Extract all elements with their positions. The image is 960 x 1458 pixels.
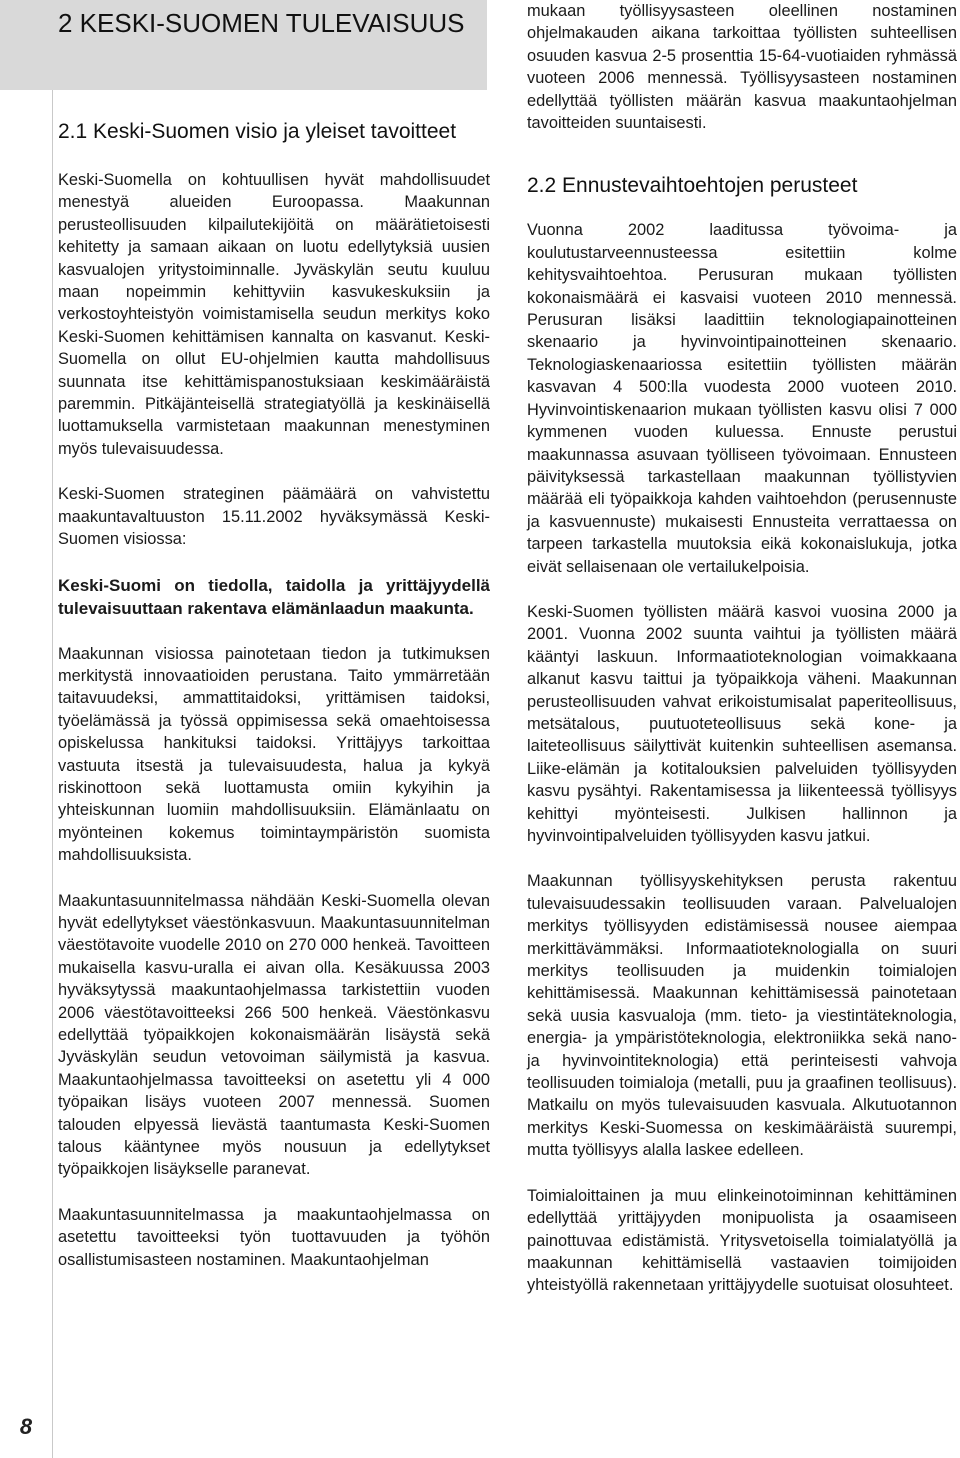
paragraph: Maakunnan työllisyyskehityksen perusta rakentuu tulevaisuudessakin teollisuuden varaan. Palvelualojen merkitys työllisyyden edistämisessä nousee aiempaa merkittävämmäksi. Informaatioteknologialla on suuri merkitys teollisuuden ja muidenkin toimialojen kehittämisessä. Maakunnan kehittämisessä painotetaan sekä uusia kasvualoja (mm. tieto- ja viestintäteknologia, energia- ja ympäristöteknologia, elektroniikka sekä nano- ja hyvinvointiteknologia) että perinteisesti vahvoja teollisuuden toimialoja (metalli, puu ja graafinen teollisuus). Matkailu on myös tulevaisuuden kasvuala. Alkutuotannon merkitys Keski-Suomessa on keskimääräistä suurempi, mutta työllisyys alalla laskee edelleen. (527, 872, 957, 1160)
paragraph: Keski-Suomella on kohtuullisen hyvät mahdollisuudet menestyä alueiden Euroopassa. Maakunnan perusteollisuuden kilpailutekijöitä on määrätietoisesti kehitetty ja samaan aikaan on luotu edellytyksiä uusien kasvualojen yritystoiminnalle. Jyväskylän seutu kuuluu maan nopeimmin kehittyviin kasvukeskuksiin ja verkostoyhteistyön voimistamisella seudun merkitys koko Keski-Suomen kehittämisen kannalta on kasvanut. Keski-Suomella on ollut EU-ohjelmien kautta mahdollisuus suunnata itse kehittämispanostuksiaan keskimääräistä paremmin. Pitkäjänteisellä strategiatyöllä ja keskinäisellä luottamuksella varmistetaan maakunnan menestyminen myös tulevaisuudessa. (58, 171, 490, 458)
page-number: 8 (19, 1414, 33, 1439)
section-title-2-1: 2.1 Keski-Suomen visio ja yleiset tavoitteet (58, 120, 457, 143)
paragraph: Maakunnan visiossa painotetaan tiedon ja tutkimuksen merkitystä innovaatioiden perustana. Taito ymmärretään taitavuudeksi, ammattitaidoksi, yrittämisen taidoksi, työelämässä ja työssä oppimisessa sekä omaehtoisessa opiskelussa hankituksi taidoksi. Yrittäjyys tarkoittaa vastuuta itsestä ja tulevaisuudesta, halua ja kykyä riskinottoon sekä luottamusta omiin kykyihin ja yhteiskunnan luomiin mahdollisuuksiin. Elämänlaatu on myönteinen kokemus toimintaympäristön suomista mahdollisuuksista. (58, 644, 490, 865)
page-margin-sidebar (0, 0, 53, 1458)
paragraph: Maakuntasuunnitelmassa ja maakuntaohjelmassa on asetettu tavoitteeksi työn tuottavuuden ja työhön osallistumisasteen nostaminen. Maakuntaohjelman (58, 1205, 490, 1269)
paragraph: Maakuntasuunnitelmassa nähdään Keski-Suomella olevan hyvät edellytykset väestönkasvuun. Maakuntasuunnitelman väestötavoite vuodelle 2010 on 270 000 henkeä. Tavoitteen mukaisella kasvu-uralla ei aivan olla. Kesäkuussa 2003 hyväksytyssä maakuntaohjelmassa tarkistettiin vuoden 2006 väestötavoitteeksi 266 500 henkeä. Väestönkasvu edellyttää työpaikkojen kokonaismäärän lisäystä sekä Jyväskylän seudun vetovoiman säilymistä ja kasvua. Maakuntaohjelmassa tavoitteeksi on asetettu yli 4 000 työpaikan lisäys vuoteen 2007 mennessä. Suomen talouden elpyessä lievästä taantumasta Keski-Suomen talous kääntynee myös nousuun ja edellytykset työpaikkojen lisäykselle paranevat. (58, 891, 490, 1179)
left-column (58, 118, 490, 1294)
paragraph: Keski-Suomen strateginen päämäärä on vahvistettu maakuntavaltuuston 15.11.2002 hyväksymässä Keski-Suomen visiossa: (58, 485, 490, 549)
paragraph: Toimialoittainen ja muu elinkeinotoiminnan kehittäminen edellyttää yrittäjyyden monipuolista ja osaamiseen painottuvaa edistämistä. Yritysvetoisella toimialatyöllä ja maakunnan kehittämisellä vastaavien toimijoiden yhteistyöllä rakennetaan yrittäjyydelle suotuisat olosuhteet. (527, 1186, 957, 1295)
paragraph-continuation: mukaan työllisyysasteen oleellinen nostaminen ohjelmakauden aikana tarkoittaa työllisten suhteellisen osuuden kasvua 2-5 prosenttia 15-64-vuotiaiden ryhmässä vuoteen 2006 mennessä. Työllisyysasteen nostaminen edellyttää työllisten määrän kasvua maakuntaohjelman tavoitteiden suuntaisesti. (527, 2, 957, 133)
section-title-2-2: 2.2 Ennustevaihtoehtojen perusteet (527, 174, 858, 198)
paragraph: Keski-Suomen työllisten määrä kasvoi vuosina 2000 ja 2001. Vuonna 2002 suunta vaihtui ja työllisten määrä kääntyi laskuun. Informaatioteknologian voimakkaana alkanut kasvu taittui ja työpaikkoja väheni. Maakunnan perusteollisuuden vahvat erikoistumisalat paperiteollisuus, metsätalous, puutuoteteollisuus sekä kone- ja laiteteollisuus säilyttivät kuitenkin suhteellisen asemansa. Liike-elämän ja kotitalouksien palveluiden työllisyyden kasvu pysähtyi. Rakentamisessa ja liikenteessä työllisyys kehittyi myönteisesti. Julkisen hallinnon ja hyvinvointipalveluiden työllisyyden kasvu jatkui. (527, 602, 957, 845)
sidebar-header-band (0, 0, 52, 90)
chapter-header (52, 0, 487, 90)
vision-statement: Keski-Suomi on tiedolla, taidolla ja yrittäjyydellä tulevaisuuttaan rakentava elämänlaadun maakunta. (58, 575, 490, 618)
right-column (527, 0, 957, 1320)
chapter-title: 2 KESKI-SUOMEN TULEVAISUUS (58, 8, 465, 38)
paragraph: Vuonna 2002 laaditussa työvoima- ja koulutustarveennusteessa esitettiin kolme kehitysvaihtoehtoa. Perusuran mukaan työllisten kokonaismäärä ei kasvaisi vuoteen 2010 mennessä. Perusuran lisäksi laadittiin teknologiapainotteinen skenaario ja hyvinvointipainotteinen skenaario. Teknologiaskenaariossa esitettiin työllisten määrän kasvavan 4 500:lla vuodesta 2000 vuoteen 2010. Hyvinvointiskenaarion mukaan työllisten kasvu olisi 7 000 kymmenen vuoden kuluessa. Ennuste perustui maakunnassa asuvaan työlliseen työvoimaan. Ennusteen päivityksessä tarkastellaan maakunnan työllistyvien määrää eli työpaikkoja kahden vaihtoehdon (perusennuste ja kasvuennuste) mukaisesti Ennusteita verrattaessa on tarpeen tarkastella muutoksia eikä kokonaislukuja, jotka eivät sellaisenaan ole vertailukelpoisia. (527, 221, 957, 576)
